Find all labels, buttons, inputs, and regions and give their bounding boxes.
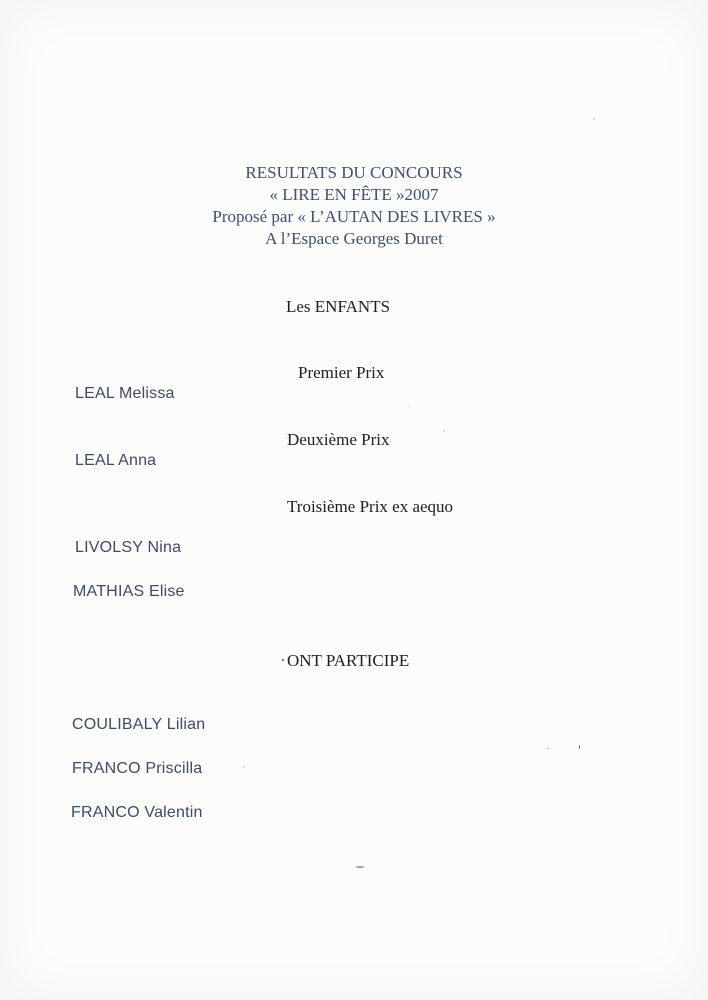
dust-speck (243, 766, 244, 768)
winner-troisieme-1: LIVOLSY Nina (75, 539, 182, 556)
dust-speck (444, 430, 445, 432)
document-header (0, 162, 708, 250)
dust-speck (408, 405, 409, 406)
participant-3: FRANCO Valentin (71, 804, 203, 821)
winner-troisieme-2: MATHIAS Elise (73, 583, 185, 600)
winner-premier: LEAL Melissa (75, 385, 175, 402)
dust-speck (593, 118, 595, 120)
participant-2: FRANCO Priscilla (72, 760, 203, 777)
prize-label-deuxieme: Deuxième Prix (287, 430, 390, 449)
header-venue: A l’Espace Georges Duret (265, 229, 443, 248)
prize-label-troisieme: Troisième Prix ex aequo (287, 497, 454, 516)
header-organizer: Proposé par « L’AUTAN DES LIVRES » (212, 207, 496, 226)
dust-speck (547, 748, 549, 749)
dust-speck (282, 659, 284, 661)
dust-speck (356, 866, 364, 868)
header-event-name: « LIRE EN FÊTE »2007 (269, 185, 439, 204)
winner-deuxieme: LEAL Anna (75, 452, 157, 469)
participant-1: COULIBALY Lilian (72, 716, 206, 733)
header-title: RESULTATS DU CONCOURS (245, 163, 463, 182)
section-title-participants: ONT PARTICIPE (287, 651, 410, 670)
dust-speck (579, 745, 580, 749)
section-title-enfants: Les ENFANTS (286, 297, 391, 316)
prize-label-premier: Premier Prix (298, 363, 385, 382)
